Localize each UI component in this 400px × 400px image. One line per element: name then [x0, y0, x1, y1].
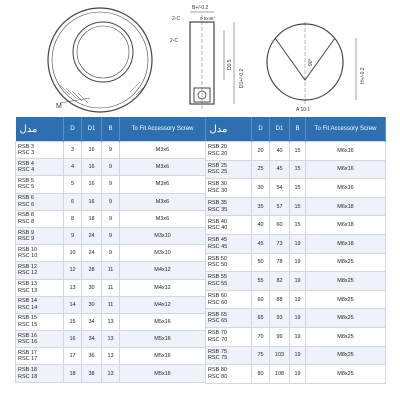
dim-d1: D1+/-0.2 [239, 68, 245, 88]
technical-drawing [0, 0, 400, 115]
header-b: B [290, 117, 306, 142]
front-view [48, 8, 152, 112]
cell-d1: 16 [82, 159, 102, 176]
cell-d: 9 [64, 227, 82, 244]
cell-b: 19 [290, 365, 306, 384]
cell-d: 70 [252, 327, 270, 346]
cell-b: 19 [290, 309, 306, 328]
cell-b: 15 [290, 216, 306, 235]
cell-d: 30 [252, 179, 270, 198]
table-row [16, 348, 206, 365]
model-rsb: RSB 6 [18, 195, 34, 202]
cell-d1: 18 [82, 210, 102, 227]
table-row [16, 210, 206, 227]
table-row [206, 234, 386, 253]
header-model: مدل [206, 117, 252, 142]
cell-screw: M4x12 [120, 262, 206, 279]
model-cell [16, 193, 64, 210]
cell-d: 14 [64, 296, 82, 313]
model-cell [16, 245, 64, 262]
model-rsb: RSB 80 [208, 367, 227, 374]
bore-inner [77, 26, 129, 78]
model-rsb: RSB 17 [18, 349, 37, 356]
table-row [16, 331, 206, 348]
outer-ring [48, 8, 152, 112]
model-rsb: RSB 75 [208, 348, 227, 355]
table-row [16, 313, 206, 330]
model-rsb: RSB 45 [208, 237, 227, 244]
model-rsb: RSB 20 [208, 144, 227, 151]
model-rsb: RSB 8 [18, 212, 34, 219]
cell-d: 45 [252, 234, 270, 253]
cell-d1: 60 [270, 216, 290, 235]
cell-screw: M6x18 [306, 234, 386, 253]
model-rsc: RSC 75 [208, 355, 228, 362]
model-rsc: RSC 15 [18, 321, 38, 328]
header-d: D [64, 117, 82, 142]
model-cell [206, 197, 252, 216]
model-rsb: RSB 60 [208, 293, 227, 300]
table-row [16, 227, 206, 244]
cell-screw: M3x10 [120, 227, 206, 244]
model-rsc: RSC 12 [18, 270, 38, 277]
cell-d1: 34 [82, 313, 102, 330]
cell-d: 16 [64, 331, 82, 348]
cell-b: 9 [102, 245, 120, 262]
model-rsc: RSC 80 [208, 373, 228, 380]
table-header-row [16, 117, 206, 142]
model-rsb: RSB 5 [18, 177, 34, 184]
model-cell [16, 210, 64, 227]
model-cell [206, 179, 252, 198]
cell-d: 17 [64, 348, 82, 365]
table-row [16, 176, 206, 193]
cell-d1: 57 [270, 197, 290, 216]
model-rsb: RSB 9 [18, 229, 34, 236]
table-row [16, 159, 206, 176]
cell-screw: M3x6 [120, 142, 206, 159]
model-rsb: RSB 13 [18, 281, 37, 288]
cell-screw: M4x12 [120, 296, 206, 313]
header-d1: D1 [270, 117, 290, 142]
cell-d: 8 [64, 210, 82, 227]
model-cell [16, 176, 64, 193]
model-rsc: RSC 45 [208, 243, 228, 250]
cell-d: 15 [64, 313, 82, 330]
model-rsb: RSB 16 [18, 332, 37, 339]
table-row [16, 296, 206, 313]
model-rsc: RSC 10 [18, 253, 38, 260]
cell-d1: 40 [270, 142, 290, 161]
table-row [16, 365, 206, 382]
cell-b: 9 [102, 176, 120, 193]
model-rsb: RSB 25 [208, 162, 227, 169]
model-rsb: RSB 65 [208, 311, 227, 318]
model-rsb: RSB 14 [18, 298, 37, 305]
cell-d: 6 [64, 193, 82, 210]
header-d: D [252, 117, 270, 142]
cell-d: 3 [64, 142, 82, 159]
dim-chamfer: 0.5x45° [200, 16, 216, 21]
table-row [206, 327, 386, 346]
model-cell [206, 346, 252, 365]
table-row [206, 160, 386, 179]
table-body-left [16, 142, 206, 383]
model-rsc: RSC 60 [208, 299, 228, 306]
model-rsb: RSB 12 [18, 263, 37, 270]
model-cell [16, 348, 64, 365]
cell-b: 19 [290, 253, 306, 272]
cell-d: 65 [252, 309, 270, 328]
cell-d1: 28 [82, 262, 102, 279]
model-cell [16, 279, 64, 296]
cell-screw: M5x16 [120, 331, 206, 348]
cell-b: 15 [290, 179, 306, 198]
cell-d1: 78 [270, 253, 290, 272]
model-rsc: RSC 13 [18, 287, 38, 294]
model-rsb: RSB 4 [18, 160, 34, 167]
model-rsb: RSB 55 [208, 274, 227, 281]
cell-d: 4 [64, 159, 82, 176]
header-d1: D1 [82, 117, 102, 142]
cell-screw: M3x6 [120, 193, 206, 210]
cell-screw: M5x16 [120, 348, 206, 365]
cell-b: 13 [102, 313, 120, 330]
model-rsc: RSC 65 [208, 318, 228, 325]
cell-d: 35 [252, 197, 270, 216]
cell-b: 11 [102, 279, 120, 296]
model-cell [16, 331, 64, 348]
cell-d1: 24 [82, 245, 102, 262]
table-row [16, 142, 206, 159]
model-rsb: RSB 35 [208, 200, 227, 207]
cell-b: 9 [102, 227, 120, 244]
cell-d1: 30 [82, 279, 102, 296]
cell-b: 9 [102, 159, 120, 176]
model-rsb: RSB 50 [208, 255, 227, 262]
cell-d1: 38 [82, 365, 102, 382]
dim-2c-side: 2-C [170, 38, 179, 44]
table-row [206, 346, 386, 365]
cell-d1: 108 [270, 365, 290, 384]
cell-screw: M5x16 [120, 365, 206, 382]
cell-d: 12 [64, 262, 82, 279]
cell-d: 18 [64, 365, 82, 382]
cell-d: 5 [64, 176, 82, 193]
table-row [206, 272, 386, 291]
cell-d: 13 [64, 279, 82, 296]
model-rsc: RSC 9 [18, 236, 35, 243]
cell-b: 13 [102, 365, 120, 382]
cell-d: 55 [252, 272, 270, 291]
header-b: B [102, 117, 120, 142]
model-rsc: RSC 16 [18, 339, 38, 346]
cell-screw: M6x16 [306, 179, 386, 198]
scale-note: A 10:1 [296, 107, 311, 113]
cell-d: 80 [252, 365, 270, 384]
table-row [206, 197, 386, 216]
dim-d: D0.5 [227, 59, 233, 70]
dim-b: B+/-0.2 [192, 5, 209, 11]
cell-d1: 45 [270, 160, 290, 179]
cell-screw: M5x16 [120, 313, 206, 330]
cell-b: 9 [102, 142, 120, 159]
table-row [206, 290, 386, 309]
model-cell [16, 159, 64, 176]
spec-table-right [205, 117, 386, 384]
model-rsc: RSC 20 [208, 150, 228, 157]
header-model: مدل [16, 117, 64, 142]
cell-d1: 93 [270, 309, 290, 328]
cell-d: 20 [252, 142, 270, 161]
cell-screw: M8x25 [306, 327, 386, 346]
model-cell [16, 365, 64, 382]
model-rsc: RSC 8 [18, 218, 35, 225]
cell-b: 9 [102, 210, 120, 227]
cell-screw: M3x10 [120, 245, 206, 262]
model-rsc: RSC 50 [208, 262, 228, 269]
cell-b: 19 [290, 327, 306, 346]
model-rsc: RSC 55 [208, 280, 228, 287]
cell-screw: M6x16 [306, 160, 386, 179]
model-rsc: RSC 40 [208, 225, 228, 232]
cell-d: 40 [252, 216, 270, 235]
model-cell [206, 327, 252, 346]
cell-b: 19 [290, 346, 306, 365]
model-rsb: RSB 18 [18, 367, 37, 374]
model-rsc: RSC 18 [18, 373, 38, 380]
model-rsc: RSC 3 [18, 150, 35, 157]
model-cell [16, 313, 64, 330]
table-row [206, 179, 386, 198]
header-screw: To Fit Accessory Screw [306, 117, 386, 142]
model-cell [16, 262, 64, 279]
model-cell [206, 290, 252, 309]
dim-h: H+/-0.2 [360, 67, 366, 84]
table-row [206, 309, 386, 328]
spec-table-left [15, 117, 206, 383]
cell-d1: 30 [82, 296, 102, 313]
model-rsb: RSB 70 [208, 330, 227, 337]
cell-b: 11 [102, 262, 120, 279]
table-header-row [206, 117, 386, 142]
cell-b: 15 [290, 197, 306, 216]
cell-screw: M8x25 [306, 272, 386, 291]
cell-d1: 16 [82, 193, 102, 210]
cell-b: 9 [102, 193, 120, 210]
model-rsc: RSC 17 [18, 356, 38, 363]
table-row [16, 193, 206, 210]
cell-d: 50 [252, 253, 270, 272]
model-rsc: RSC 4 [18, 167, 35, 174]
model-rsc: RSC 6 [18, 201, 35, 208]
model-rsc: RSC 14 [18, 304, 38, 311]
model-rsc: RSC 5 [18, 184, 35, 191]
model-cell [206, 216, 252, 235]
table-row [16, 262, 206, 279]
cell-d1: 36 [82, 348, 102, 365]
cell-b: 11 [102, 296, 120, 313]
table-row [16, 279, 206, 296]
cell-d1: 88 [270, 290, 290, 309]
bore-outer [73, 22, 133, 82]
cell-screw: M6x18 [306, 216, 386, 235]
model-rsc: RSC 70 [208, 336, 228, 343]
cell-d: 25 [252, 160, 270, 179]
cell-screw: M8x25 [306, 346, 386, 365]
cell-b: 13 [102, 331, 120, 348]
model-rsc: RSC 25 [208, 169, 228, 176]
model-cell [16, 296, 64, 313]
model-cell [206, 365, 252, 384]
cell-d1: 54 [270, 179, 290, 198]
cell-d: 75 [252, 346, 270, 365]
model-rsb: RSB 40 [208, 218, 227, 225]
cell-screw: M8x25 [306, 253, 386, 272]
detail-angle: 90° [308, 58, 314, 66]
dim-2c-top: 2-C [172, 16, 181, 22]
model-cell [206, 234, 252, 253]
model-rsc: RSC 30 [208, 187, 228, 194]
cell-screw: M8x25 [306, 290, 386, 309]
header-screw: To Fit Accessory Screw [120, 117, 206, 142]
cell-b: 19 [290, 272, 306, 291]
cell-screw: M3x6 [120, 159, 206, 176]
cell-d: 10 [64, 245, 82, 262]
model-cell [206, 309, 252, 328]
cell-screw: M3x6 [120, 176, 206, 193]
cell-d1: 34 [82, 331, 102, 348]
cell-d1: 73 [270, 234, 290, 253]
model-cell [206, 272, 252, 291]
model-cell [206, 142, 252, 161]
cell-screw: M8x25 [306, 365, 386, 384]
cell-b: 15 [290, 142, 306, 161]
cell-d1: 82 [270, 272, 290, 291]
table-body-right [206, 142, 386, 384]
table-row [206, 142, 386, 161]
table-row [16, 245, 206, 262]
table-row [206, 253, 386, 272]
cell-b: 13 [102, 348, 120, 365]
cell-d1: 24 [82, 227, 102, 244]
cell-screw: M8x25 [306, 309, 386, 328]
model-rsb: RSB 10 [18, 246, 37, 253]
model-rsc: RSC 35 [208, 206, 228, 213]
cell-d: 60 [252, 290, 270, 309]
cell-b: 19 [290, 290, 306, 309]
cell-d1: 16 [82, 142, 102, 159]
model-cell [206, 253, 252, 272]
model-cell [206, 160, 252, 179]
model-rsb: RSB 15 [18, 315, 37, 322]
cell-d1: 99 [270, 327, 290, 346]
model-rsb: RSB 30 [208, 181, 227, 188]
cell-d1: 103 [270, 346, 290, 365]
cell-screw: M4x12 [120, 279, 206, 296]
cell-screw: M3x6 [120, 210, 206, 227]
label-m: M [56, 103, 62, 110]
table-row [206, 365, 386, 384]
cell-d1: 16 [82, 176, 102, 193]
cell-b: 15 [290, 160, 306, 179]
table-row [206, 216, 386, 235]
model-rsb: RSB 3 [18, 143, 34, 150]
cell-screw: M6x16 [306, 142, 386, 161]
model-cell [16, 227, 64, 244]
model-cell [16, 142, 64, 159]
cell-screw: M6x18 [306, 197, 386, 216]
cell-b: 19 [290, 234, 306, 253]
